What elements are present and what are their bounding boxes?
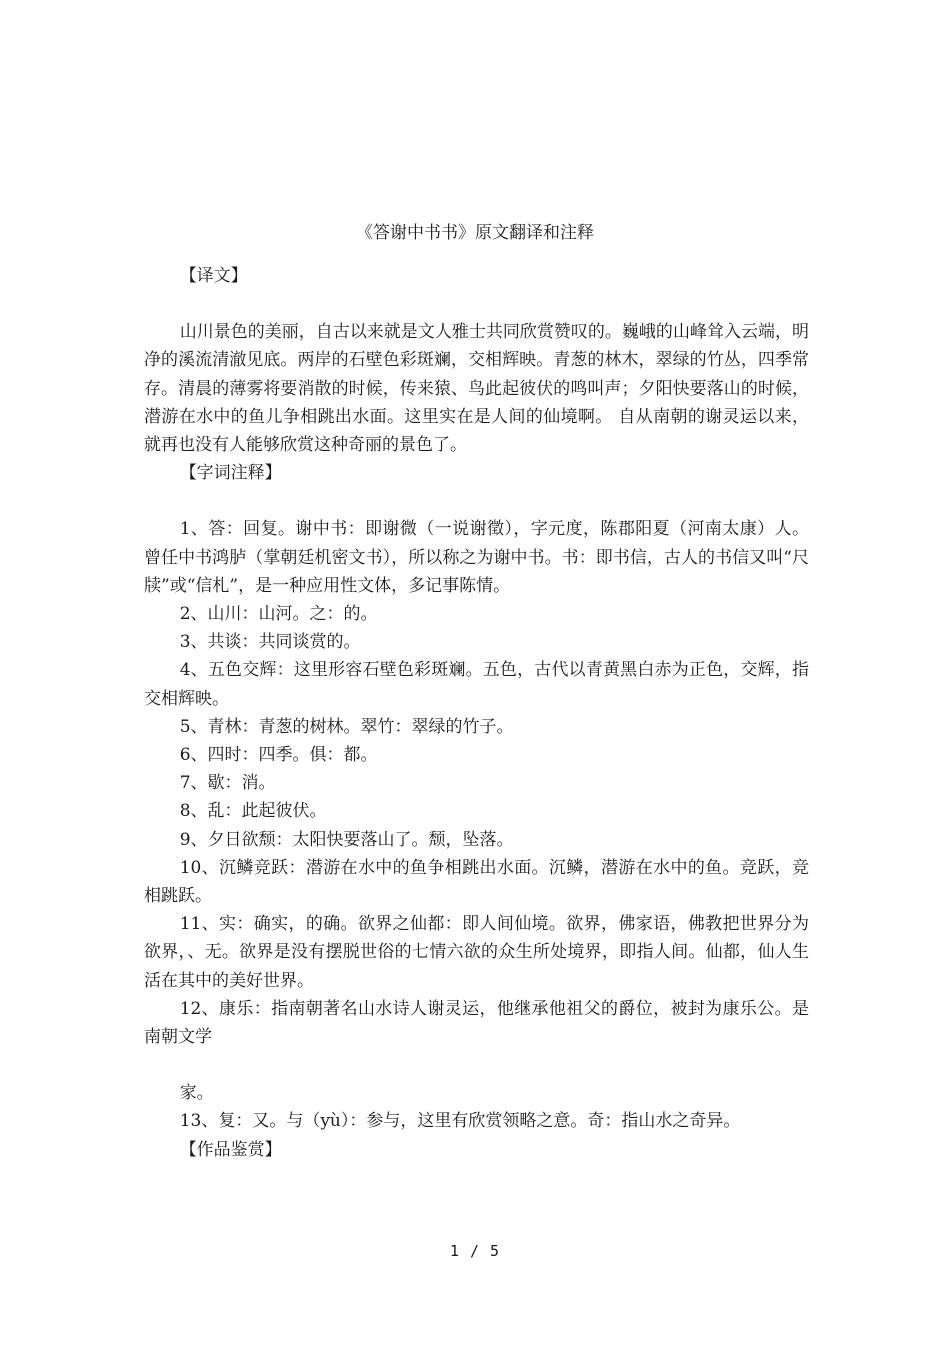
note-item: 7、歇：消。	[179, 773, 276, 794]
note-item: 8、乱：此起彼伏。	[179, 801, 327, 822]
notes-heading: 【字词注释】	[179, 463, 282, 484]
document-body	[144, 262, 809, 1164]
note-item: 13、复：又。与（yù）：参与，这里有欣赏领略之意。奇：指山水之奇异。	[179, 1111, 741, 1132]
note-item: 1、答：回复。谢中书：即谢微（一说谢徵），字元度，陈郡阳夏（河南太康）人。曾任中书鸿胪（掌朝廷机密文书），所以称之为谢中书。书：即书信，古人的书信又叫“尺牍”或“信札”，是一种应用性文体，多记事陈情。	[144, 519, 809, 596]
translation-paragraph: 山川景色的美丽，自古以来就是文人雅士共同欣赏赞叹的。巍峨的山峰耸入云端，明净的溪流清澈见底。两岸的石壁色彩斑斓，交相辉映。青葱的林木，翠绿的竹丛，四季常存。清晨的薄雾将要消散的时候，传来猿、鸟此起彼伏的鸣叫声；夕阳快要落山的时候，潜游在水中的鱼儿争相跳出水面。这里实在是人间的仙境啊。 自从南朝的谢灵运以来，就再也没有人能够欣赏这种奇丽的景色了。	[144, 322, 809, 456]
note-item: 12、康乐：指南朝著名山水诗人谢灵运，他继承他祖父的爵位，被封为康乐公。是南朝文学	[144, 998, 809, 1048]
note-item: 10、沉鳞竞跃：潜游在水中的鱼争相跳出水面。沉鳞，潜游在水中的鱼。竞跃，竞相跳跃。	[144, 857, 809, 907]
note-item: 3、共谈：共同谈赏的。	[179, 632, 361, 653]
note-item: 4、五色交辉：这里形容石壁色彩斑斓。五色，古代以青黄黑白赤为正色，交辉，指交相辉映。	[144, 660, 809, 709]
note-item: 6、四时：四季。俱：都。	[179, 745, 378, 766]
appreciation-heading: 【作品鉴赏】	[179, 1139, 282, 1160]
document-title: 《答谢中书书》原文翻译和注释	[356, 223, 594, 243]
note-item: 9、夕日欲颓：太阳快要落山了。颓，坠落。	[179, 829, 514, 850]
page-number: 1 / 5	[449, 1242, 501, 1260]
translation-heading: 【译文】	[179, 266, 248, 286]
note-item: 5、青林：青葱的树林。翠竹：翠绿的竹子。	[179, 716, 514, 737]
note-continuation: 家。	[179, 1083, 214, 1104]
note-item: 2、山川：山河。之：的。	[179, 604, 378, 625]
note-item: 11、实：确实，的确。欲界之仙都：即人间仙境。欲界，佛家语，佛教把世界分为欲界，、无。欲界是没有摆脱世俗的七情六欲的众生所处境界，即指人间。仙都，仙人生活在其中的美好世界。	[144, 914, 809, 991]
